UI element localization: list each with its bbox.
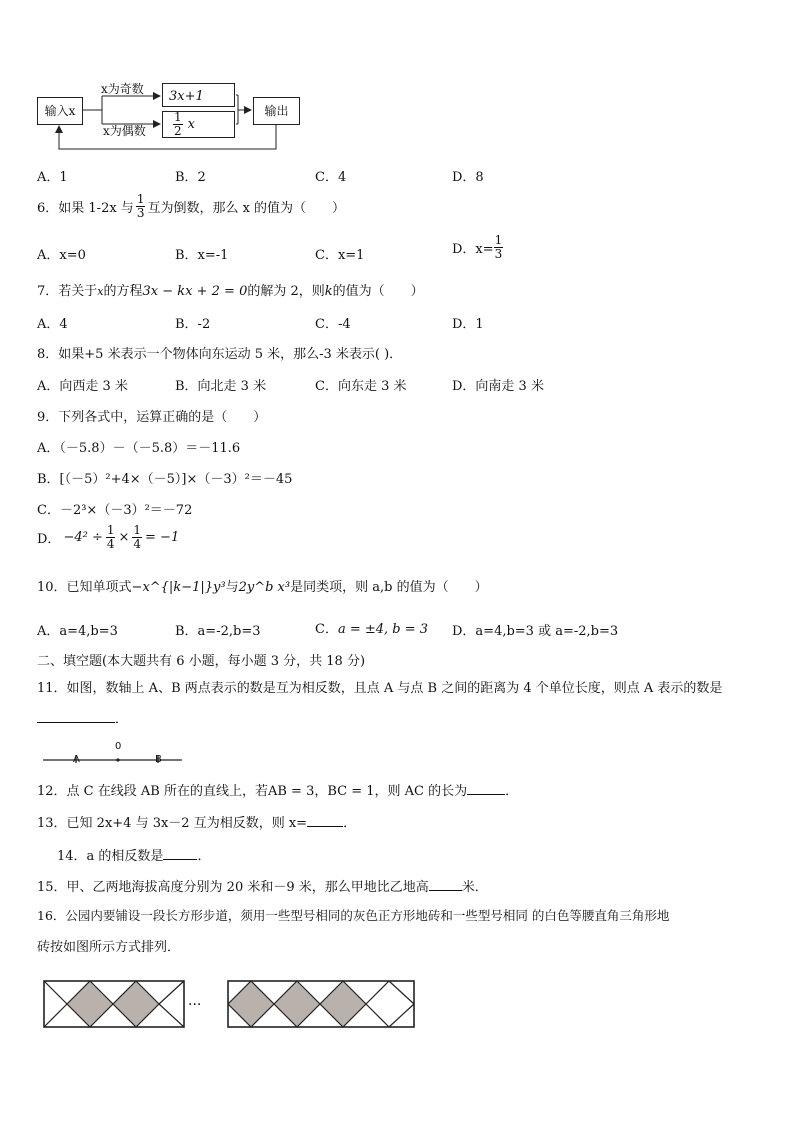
q7-equation: 3x − kx + 2 = 0 (142, 284, 248, 299)
q14-stem: 14．a 的相反数是 ． (57, 849, 211, 864)
q13-stem: 13．已知 2x+4 与 3x－2 互为相反数，则 x= ． (37, 816, 357, 831)
q5-option-a: A．1 (37, 170, 68, 185)
q16-stem-line1: 16．公园内要铺设一段长方形步道，须用一些型号相同的灰色正方形地砖和一些型号相同 的白色等腰直角三角形地 (37, 908, 670, 923)
q7-option-b: B．-2 (175, 317, 211, 332)
q11-number-line (40, 735, 190, 775)
q11-axis-a-label: A (73, 754, 80, 765)
flowchart-even-fraction: $\frac{1}{2}$ (174, 110, 182, 138)
q10-monomial-1: −x^{|k−1|}y³ (131, 580, 226, 595)
q8-option-b: B．向北走 3 米 (175, 379, 267, 394)
q9-option-d-fraction-1: $\frac{1}{4}$ (106, 523, 115, 551)
q16-tile-segment-left (44, 981, 184, 1027)
q10-option-b: B．a=-2,b=3 (175, 624, 261, 639)
q5-option-c: C．4 (315, 170, 347, 185)
q9-stem: 9．下列各式中，运算正确的是（ ） (37, 410, 267, 425)
q6-option-c: C．x=1 (315, 248, 365, 263)
q6-option-a: A．x=0 (37, 248, 86, 263)
q16-tile-segment-right (228, 981, 414, 1027)
q6-fraction: $\frac{1}{3}$ (136, 192, 145, 220)
q8-stem: 8．如果+5 米表示一个物体向东运动 5 米，那么-3 米表示( )． (37, 347, 403, 362)
q16-stem-line2: 砖按如图所示方式排列． (37, 940, 181, 955)
q12-stem: 12．点 C 在线段 AB 所在的直线上，若AB = 3，BC = 1，则 AC 的长为 ． (37, 784, 519, 799)
q7-option-c: C．-4 (315, 317, 351, 332)
q16-ellipsis: ··· (188, 997, 202, 1013)
q10-option-d: D．a=4,b=3 或 a=-2,b=3 (452, 624, 619, 639)
q7-stem: 7．若关于x的方程3x − kx + 2 = 0的解为 2，则k的值为（ ） (37, 284, 424, 299)
q10-option-c: C．a = ±4, b = 3 (315, 622, 429, 637)
q11-answer-blank[interactable] (37, 710, 115, 723)
flowchart-output-label: 输出 (264, 104, 289, 118)
q7-option-d: D．1 (452, 317, 484, 332)
flowchart-odd-expr: 3x+1 (169, 89, 204, 104)
q11-stem: 11．如图，数轴上 A、B 两点表示的数是互为相反数，且点 A 与点 B 之间的距离为 4 个单位长度，则点 A 表示的数是 (37, 681, 723, 696)
q6-option-d-fraction: $\frac{1}{3}$ (494, 233, 503, 261)
flowchart-odd-label: x为奇数 (101, 82, 144, 96)
section-heading-fill-in: 二、填空题(本大题共有 6 小题，每小题 3 分，共 18 分) (37, 654, 366, 669)
q6-stem: 6．如果 1-2x 与 $\frac{1}{3}$ 互为倒数，那么 x 的值为（ ） (37, 192, 346, 220)
q16-tile-figure (40, 975, 760, 1035)
q8-option-c: C．向东走 3 米 (315, 379, 407, 394)
flowchart-input-label: 输入x (44, 104, 76, 118)
q11-axis-b-label: B (155, 754, 162, 765)
q7-option-a: A．4 (37, 317, 68, 332)
q10-stem: 10．已知单项式−x^{|k−1|}y³与2y^b x³是同类项，则 a,b 的值为（ ） (37, 580, 488, 595)
q10-monomial-2: 2y^b x³ (238, 580, 291, 595)
q6-option-d: D．x= $\frac{1}{3}$ (452, 233, 503, 261)
q9-option-a: A．（－5.8）－（－5.8）＝－11.6 (37, 441, 241, 456)
flowchart-even-label: x为偶数 (103, 124, 146, 138)
q15-stem: 15．甲、乙两地海拔高度分别为 20 米和－9 米，那么甲地比乙地高 米． (37, 880, 488, 895)
flowchart-even-var: x (187, 117, 195, 132)
flowchart-arrows (0, 0, 320, 160)
q15-answer-blank[interactable] (429, 878, 462, 891)
q9-option-d-fraction-2: $\frac{1}{4}$ (133, 523, 142, 551)
q10-option-a: A．a=4,b=3 (37, 624, 118, 639)
q9-option-d: D． −4² ÷ $\frac{1}{4}$ × $\frac{1}{4}$ = −1 (37, 523, 180, 551)
q9-option-b: B．[（－5）²+4×（－5）]×（－3）²＝－45 (37, 472, 293, 487)
q5-option-d: D．8 (452, 170, 484, 185)
q11-answer-line: ． (37, 708, 128, 727)
q11-axis-zero-label: 0 (115, 741, 122, 752)
q9-option-c: C．－2³×（－3）²＝－72 (37, 503, 193, 518)
q8-option-d: D．向南走 3 米 (452, 379, 544, 394)
q8-option-a: A．向西走 3 米 (37, 379, 128, 394)
q6-option-b: B．x=-1 (175, 248, 229, 263)
q14-answer-blank[interactable] (163, 847, 197, 860)
q12-answer-blank[interactable] (467, 782, 505, 795)
q13-answer-blank[interactable] (307, 814, 343, 827)
q5-option-b: B．2 (175, 170, 206, 185)
